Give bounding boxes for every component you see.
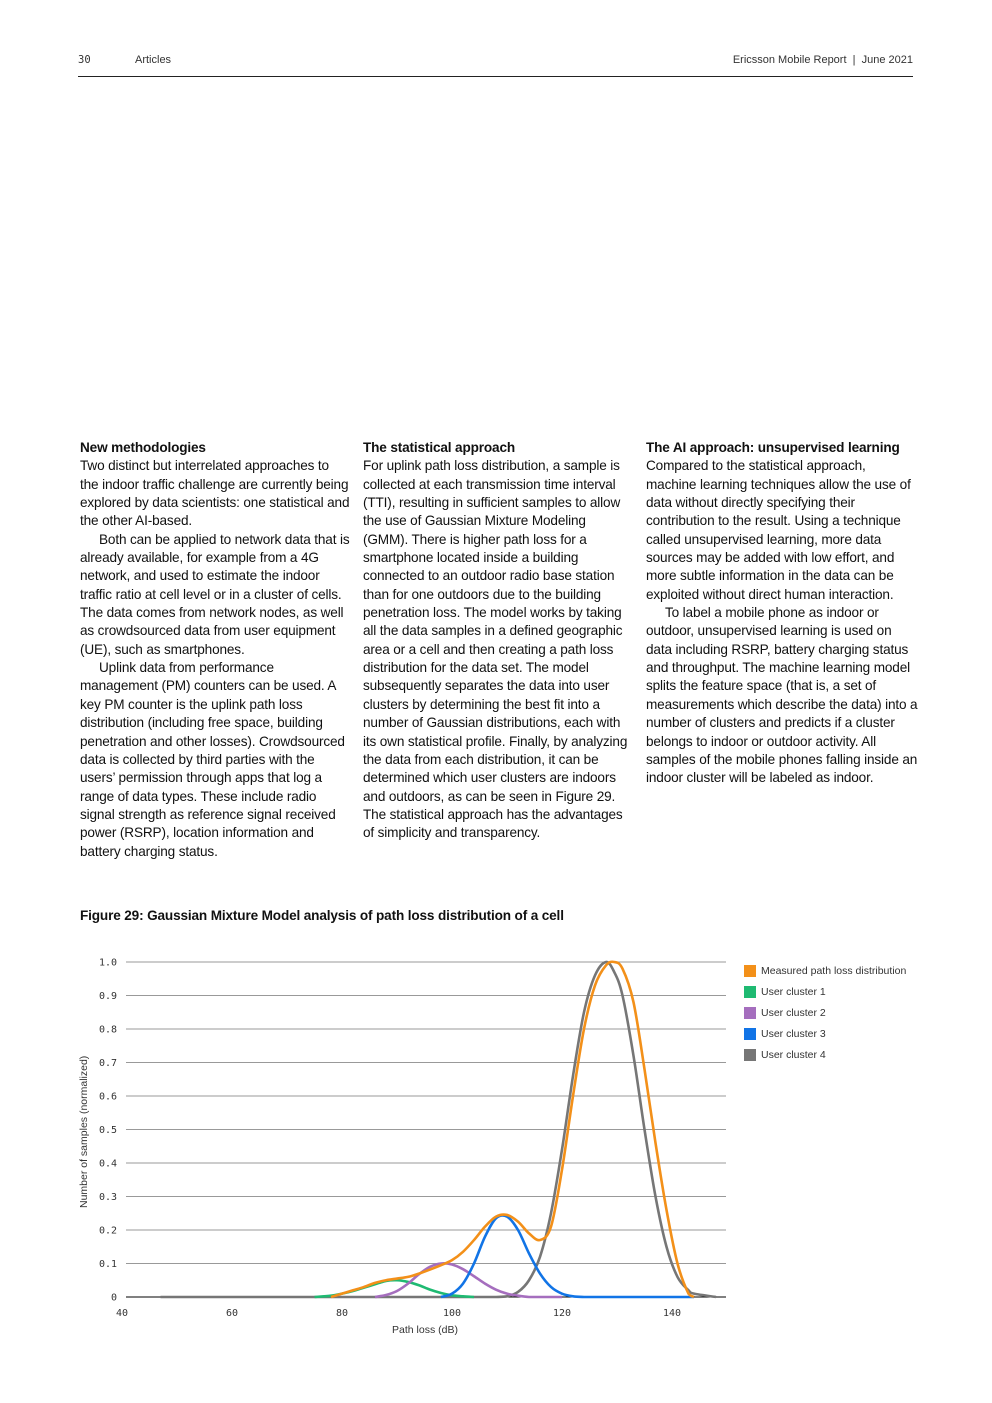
- legend-swatch-icon: [744, 965, 756, 977]
- section-heading: New methodologies: [80, 440, 206, 455]
- y-axis-label: Number of samples (normalized): [78, 1055, 90, 1208]
- legend-swatch-icon: [744, 1028, 756, 1040]
- paragraph: To label a mobile phone as indoor or outdoor, unsupervised learning is used on data including RSRP, battery charging status and throughput. The machine learning model splits the feature space (that is, a set of measurements which describe the data) into a number of clusters and predicts if a cluster belongs to indoor or outdoor activity. All samples of the mobile phones falling inside an indoor cluster will be labeled as indoor.: [646, 605, 918, 786]
- figure-caption: Figure 29: Gaussian Mixture Model analysis of path loss distribution of a cell: [80, 908, 564, 923]
- series-line-user-cluster-3: [441, 1215, 694, 1297]
- x-axis-label: Path loss (dB): [392, 1324, 458, 1336]
- y-tick-label: 0: [110, 1292, 117, 1304]
- y-tick-label: 0.1: [98, 1259, 117, 1270]
- legend-item: [744, 1045, 906, 1066]
- section-heading: The AI approach: unsupervised learning: [646, 440, 900, 455]
- y-tick-label: 0.9: [98, 991, 117, 1002]
- legend-item: [744, 1024, 906, 1045]
- series-line-measured-path-loss-distribution: [331, 962, 694, 1297]
- legend-label: User cluster 3: [761, 1028, 826, 1041]
- legend-label: Measured path loss distribution: [761, 964, 907, 977]
- paragraph: Both can be applied to network data that is already available, for example from a 4G network, and used to estimate the indoor traffic ratio at cell level or in a cluster of cells. The data comes from network nodes, as well as crowdsourced data from user equipment (UE), such as smartphones.: [80, 531, 350, 657]
- y-tick-label: 0.7: [98, 1058, 117, 1069]
- y-tick-label: 0.2: [98, 1225, 117, 1237]
- x-tick-label: 100: [442, 1308, 462, 1319]
- legend-label: User cluster 1: [761, 985, 826, 998]
- x-tick-label: 80: [335, 1308, 349, 1319]
- x-tick-label: 60: [225, 1308, 239, 1319]
- series-line-user-cluster-1: [315, 1280, 475, 1297]
- series-line-user-cluster-4: [161, 962, 717, 1297]
- legend-swatch-icon: [744, 1049, 756, 1061]
- section-name: Articles: [135, 54, 172, 66]
- legend-label: User cluster 2: [761, 1006, 826, 1019]
- paragraph: Two distinct but interrelated approaches to the indoor traffic challenge are currently being explored by data scientists: one statistical and the other AI-based.: [80, 458, 350, 529]
- legend-item: [744, 1002, 906, 1023]
- chart-legend: [744, 960, 906, 1066]
- page-header: [78, 52, 913, 77]
- y-tick-label: 1.0: [98, 957, 117, 969]
- legend-swatch-icon: [744, 1007, 756, 1019]
- y-tick-label: 0.8: [98, 1024, 117, 1036]
- y-tick-label: 0.5: [98, 1125, 117, 1136]
- article-column-2: [363, 439, 633, 843]
- legend-item: [744, 960, 906, 981]
- legend-item: [744, 981, 906, 1002]
- y-tick-label: 0.6: [98, 1091, 117, 1103]
- series-line-user-cluster-2: [375, 1263, 562, 1297]
- legend-label: User cluster 4: [761, 1049, 826, 1062]
- publication-info: Ericsson Mobile Report | June 2021: [732, 54, 913, 66]
- x-tick-label: 120: [552, 1308, 572, 1319]
- y-tick-label: 0.4: [98, 1158, 117, 1170]
- page-number: 30: [78, 54, 91, 66]
- x-tick-label: 140: [662, 1308, 682, 1319]
- legend-swatch-icon: [744, 986, 756, 998]
- y-tick-label: 0.3: [98, 1192, 117, 1203]
- paragraph: Compared to the statistical approach, machine learning techniques allow the use of data without directly specifying their contribution to the result. Using a technique called unsupervised learning, more data sources may be added with low effort, and more subtle information in the data can be exploited without direct human interaction.: [646, 458, 911, 602]
- section-heading: The statistical approach: [363, 440, 516, 455]
- paragraph: Uplink data from performance management (PM) counters can be used. A key PM counter is the uplink path loss distribution (including free space, building penetration and other losses). Crowdsourced data is collected by third parties with the users’ permission through apps that log a range of data types. These include radio signal strength as reference signal received power (RSRP), location information and battery charging status.: [80, 660, 345, 859]
- article-column-1: [80, 439, 350, 861]
- article-column-3: [646, 439, 918, 788]
- paragraph: For uplink path loss distribution, a sample is collected at each transmission time interval (TTI), resulting in sufficient samples to allow the use of Gaussian Mixture Modeling (GMM). There is higher path loss for a smartphone located inside a building connected to an outdoor radio base station than for one outdoors due to the building penetration loss. The model works by taking all the data samples in a defined geographic area or a cell and then creating a path loss distribution for the data set. The model subsequently separates the data into user clusters by determining the best fit into a number of Gaussian distributions, each with its own statistical profile. Finally, by analyzing the data from each distribution, it can be determined which user clusters are indoors and outdoors, as can be seen in Figure 29. The statistical approach has the advantages of simplicity and transparency.: [363, 458, 628, 841]
- x-tick-label: 40: [115, 1308, 129, 1319]
